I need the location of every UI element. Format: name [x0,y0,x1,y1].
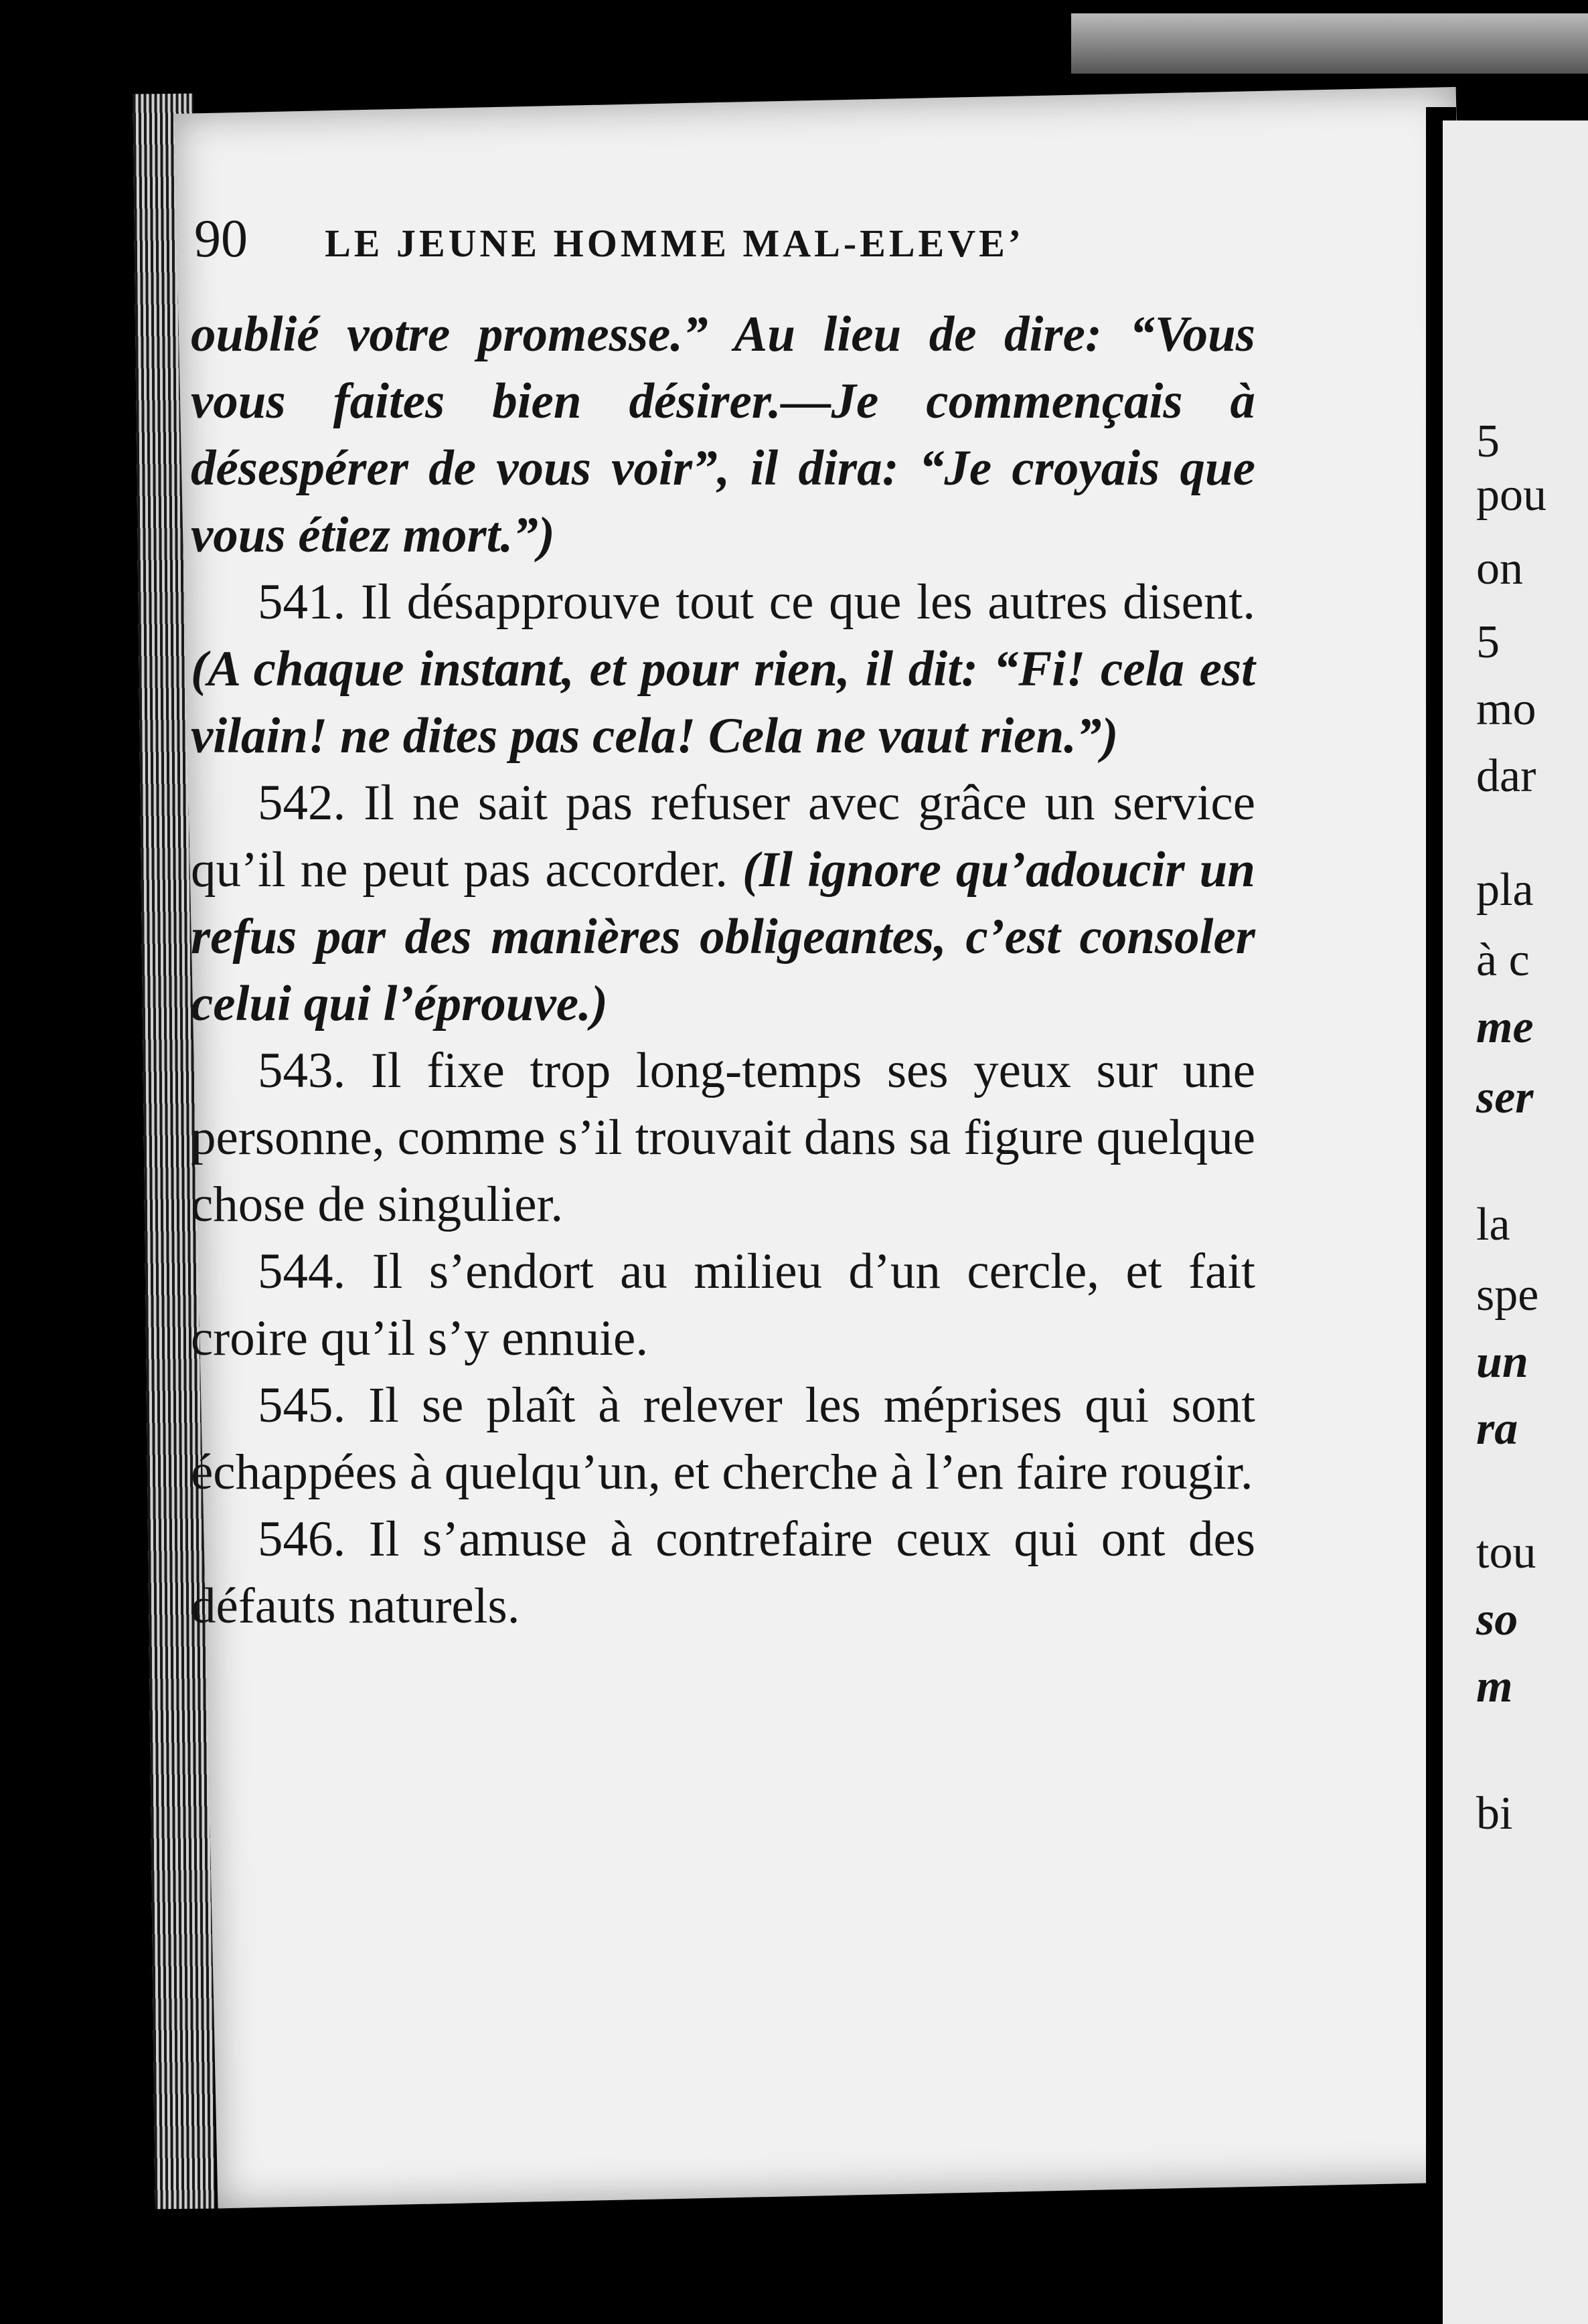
paragraph-italic: (A chaque instant, et pour rien, il dit: “Fi! cela est vilain! ne dites pas cela! Cela ne vaut rien.”) [191,641,1255,764]
continuation-part: oublié votre promesse.” [191,307,708,362]
next-page-fragment: 5 [1476,616,1500,668]
paragraph-number: 541. [258,574,346,630]
next-page-fragment: un [1476,1336,1528,1388]
next-page-fragment: tou [1476,1527,1536,1578]
page-number: 90 [194,210,248,268]
paragraph-545 [191,1372,1255,1506]
next-page-fragment: dar [1476,750,1536,802]
paragraph-number: 546. [258,1511,346,1567]
next-page-fragment: bi [1476,1788,1513,1839]
paragraph-number: 543. [258,1043,346,1098]
next-page-fragment: spe [1476,1269,1539,1321]
paragraph-number: 542. [258,775,346,831]
paragraph-546 [191,1506,1255,1640]
scan-border [1071,13,1588,74]
paragraph-number: 545. [258,1378,346,1433]
next-page-fragment: on [1476,543,1523,594]
continuation-paragraph [191,301,1255,569]
next-page-fragment: ser [1476,1072,1534,1123]
next-page-edge [1443,120,1588,2324]
paragraph-543 [191,1038,1255,1238]
paragraph-542 [191,770,1255,1038]
continuation-part: Au lieu de dire: “Vous vous faites bien désirer.—Je commençais à désespérer de vous voir”, il dira: “Je croyais que vous étiez mort.”) [191,307,1255,563]
next-page-fragment: 5 [1476,416,1500,467]
next-page-fragment: pla [1476,864,1534,916]
body-text [191,301,1255,1640]
paragraph-text: Il ne sait pas refuser avec grâce un service qu’il ne peut pas accorder. [191,775,1256,898]
next-page-fragment: la [1476,1199,1510,1250]
next-page-fragment: ra [1476,1403,1518,1455]
next-page-fragment: pou [1476,469,1546,521]
next-page-fragment: m [1476,1661,1513,1712]
paragraph-544 [191,1238,1255,1372]
running-title: LE JEUNE HOMME MAL-ELEVE’ [325,222,1025,265]
paragraph-number: 544. [258,1244,346,1299]
paragraph-text: Il s’amuse à contrefaire ceux qui ont des défauts naturels. [191,1511,1256,1634]
paragraph-text: Il se plaît à relever les méprises qui sont échappées à quelqu’un, et cherche à l’en faire rougir. [191,1378,1256,1500]
running-head [194,209,1024,270]
next-page-fragment: so [1476,1594,1518,1645]
paragraph-text: Il désapprouve tout ce que les autres disent. [361,574,1255,630]
paragraph-text: Il fixe trop long-temps ses yeux sur une personne, comme s’il trouvait dans sa figure quelque chose de singulier. [191,1043,1256,1232]
paragraph-text: Il s’endort au milieu d’un cercle, et fait croire qu’il s’y ennuie. [191,1244,1255,1366]
next-page-fragment: me [1476,1001,1534,1053]
paragraph-541 [191,569,1255,770]
next-page-fragment: mo [1476,683,1536,735]
paragraph-italic: (Il ignore qu’adoucir un refus par des manières obligeantes, c’est consoler celui qui l’éprouve.) [191,842,1255,1031]
next-page-fragment: à c [1476,934,1530,986]
